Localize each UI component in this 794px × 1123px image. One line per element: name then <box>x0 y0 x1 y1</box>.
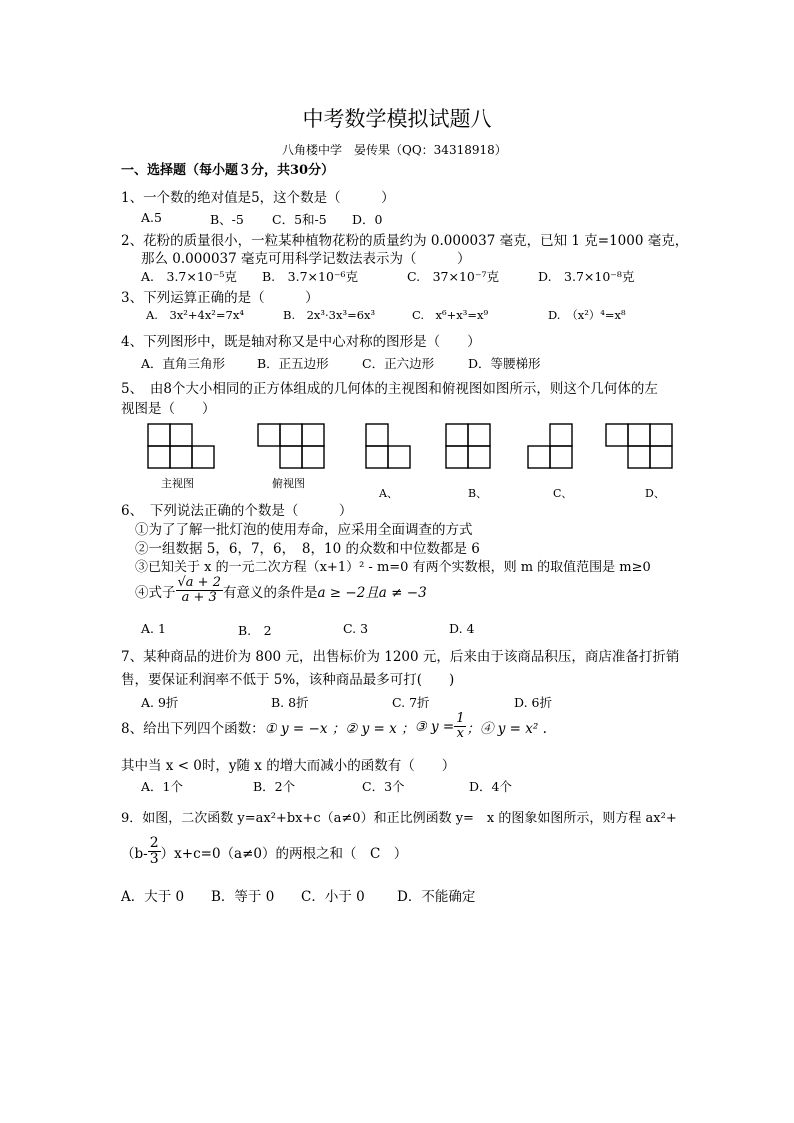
q6-statement-4 <box>135 576 427 606</box>
q2-stem-line2: 那么 0.000037 毫克可用科学记数法表示为（ ） <box>141 251 471 267</box>
author-line: 八角楼中学 晏传果（QQ：34318918） <box>282 143 507 157</box>
q6-s4-mid: 有意义的条件是 <box>222 584 318 601</box>
q9-stem-line2 <box>121 836 407 868</box>
fig-label-d: D、 <box>645 487 665 500</box>
front-view-figure <box>148 424 214 468</box>
q6-option-a: A. 1 <box>141 621 166 636</box>
q6-option-c: C. 3 <box>343 621 369 636</box>
q1-option-c: C．5和-5 <box>272 212 327 227</box>
q2-option-b: B. 3.7×10⁻⁶克 <box>262 269 359 284</box>
q6-stem: 6、 下列说法正确的个数是（ ） <box>121 503 353 519</box>
q2-option-a: A. 3.7×10⁻⁵克 <box>141 269 237 284</box>
fig-label-b: B、 <box>468 487 488 500</box>
q1-option-d: D．0 <box>352 212 383 227</box>
q9-option-b: B．等于 0 <box>211 889 275 905</box>
q1-option-a: A.5 <box>141 210 162 225</box>
q6-statement-3: ③已知关于 x 的一元二次方程（x+1）² - m=0 有两个实数根，则 m 的取值范围是 m≥0 <box>135 560 651 575</box>
q4-option-c: C．正六边形 <box>362 356 435 371</box>
q5-figures <box>140 420 680 472</box>
fig-label-a: A、 <box>379 487 398 500</box>
q6-s4-numerator: √a + 2 <box>177 575 221 590</box>
q4-option-b: B．正五边形 <box>257 356 329 371</box>
q9-option-d: D．不能确定 <box>397 889 476 905</box>
q4-option-d: D．等腰梯形 <box>468 356 541 371</box>
q8-function-4: ；④ y = x² . <box>466 720 547 737</box>
front-view-label: 主视图 <box>161 477 194 490</box>
q8-line2: 其中当 x < 0时，y随 x 的增大而减小的函数有（ ） <box>121 758 456 774</box>
q6-s4-denominator: a + 3 <box>181 590 217 606</box>
q8-function-3-prefix: ③ y = <box>414 718 455 735</box>
q8-stem <box>121 712 547 742</box>
q1-stem: 1、一个数的绝对值是5，这个数是（ ） <box>121 190 395 206</box>
q7-option-a: A. 9折 <box>141 695 179 710</box>
q6-option-b: B. 2 <box>238 623 272 638</box>
q8-option-a: A．1个 <box>141 779 183 794</box>
q5-stem-line2: 视图是（ ） <box>121 401 216 417</box>
q6-statement-1: ①为了了解一批灯泡的使用寿命，应采用全面调查的方式 <box>135 522 473 538</box>
top-view-label: 俯视图 <box>272 477 305 490</box>
q2-option-c: C. 37×10⁻⁷克 <box>407 269 499 284</box>
q2-option-d: D. 3.7×10⁻⁸克 <box>538 269 635 284</box>
q6-option-d: D. 4 <box>449 621 475 636</box>
q3-option-b: B. 2x³·3x³=6x³ <box>283 308 376 322</box>
q8-prefix: 8、给出下列四个函数： <box>121 720 265 737</box>
q8-option-c: C．3个 <box>362 779 405 794</box>
q8-option-b: B．2个 <box>253 779 296 794</box>
q6-s4-prefix: ④式子 <box>135 584 176 601</box>
q7-stem-line2: 售，要保证利润率不低于 5%，该种商品最多可打( ) <box>121 672 455 688</box>
option-a-figure <box>366 424 410 468</box>
q9-line2-suffix: ）x+c=0（a≠0）的两根之和（ C ） <box>160 845 408 862</box>
q3-option-c: C. x⁶+x³=x⁹ <box>412 308 489 322</box>
option-c-figure <box>528 424 572 468</box>
q7-option-c: C. 7折 <box>392 695 430 710</box>
q9-option-a: A．大于 0 <box>121 889 185 905</box>
q9-fraction <box>148 836 161 868</box>
option-d-figure <box>606 424 672 468</box>
q9-frac-denominator: 3 <box>149 851 159 868</box>
q3-stem: 3、下列运算正确的是（ ） <box>121 290 319 306</box>
q8-function-2: ② y = x ； <box>345 720 415 737</box>
q9-stem-line1: 9．如图，二次函数 y=ax²+bx+c（a≠0）和正比例函数 y= x 的图象如图所示，则方程 ax²+ <box>121 811 677 826</box>
q4-option-a: A．直角三角形 <box>141 356 226 371</box>
q9-option-c: C．小于 0 <box>301 889 365 905</box>
q6-s4-fraction <box>176 576 223 606</box>
q7-option-d: D. 6折 <box>514 695 552 710</box>
q6-s4-condition: a ≥ −2且a ≠ −3 <box>317 584 427 601</box>
q3-option-a: A. 3x²+4x²=7x⁴ <box>146 308 244 322</box>
top-view-figure <box>258 424 324 468</box>
q7-stem-line1: 7、某种商品的进价为 800 元，出售标价为 1200 元，后来由于该商品积压，商店准备打折销 <box>121 649 680 665</box>
fig-label-c: C、 <box>553 487 573 500</box>
q8-function-3-fraction <box>454 712 466 742</box>
q2-stem-line1: 2、花粉的质量很小，一粒某种植物花粉的质量约为 0.000037 毫克，已知 1 克=1000 毫克， <box>121 233 689 249</box>
option-b-figure <box>446 424 490 468</box>
section-title: 一、选择题（每小题３分，共30分） <box>121 163 335 178</box>
q8-f3-denominator: x <box>456 726 464 742</box>
q8-function-1: ① y = −x ； <box>264 720 346 737</box>
q8-f3-numerator: 1 <box>456 711 465 726</box>
q1-option-b: B、-5 <box>210 212 244 227</box>
q9-line2-prefix: （b- <box>121 845 148 862</box>
q6-statement-2: ②一组数据 5，6，7，6， 8，10 的众数和中位数都是 6 <box>135 541 480 557</box>
q8-option-d: D．4个 <box>469 779 512 794</box>
page-title: 中考数学模拟试题八 <box>302 107 492 131</box>
q4-stem: 4、下列图形中，既是轴对称又是中心对称的图形是（ ） <box>121 334 481 350</box>
q9-frac-numerator: 2 <box>149 835 159 851</box>
q5-stem-line1: 5、 由8个大小相同的正方体组成的几何体的主视图和俯视图如图所示，则这个几何体的左 <box>121 381 658 397</box>
q7-option-b: B. 8折 <box>271 695 309 710</box>
q3-option-d: D. （x²）⁴=x⁸ <box>548 308 626 322</box>
